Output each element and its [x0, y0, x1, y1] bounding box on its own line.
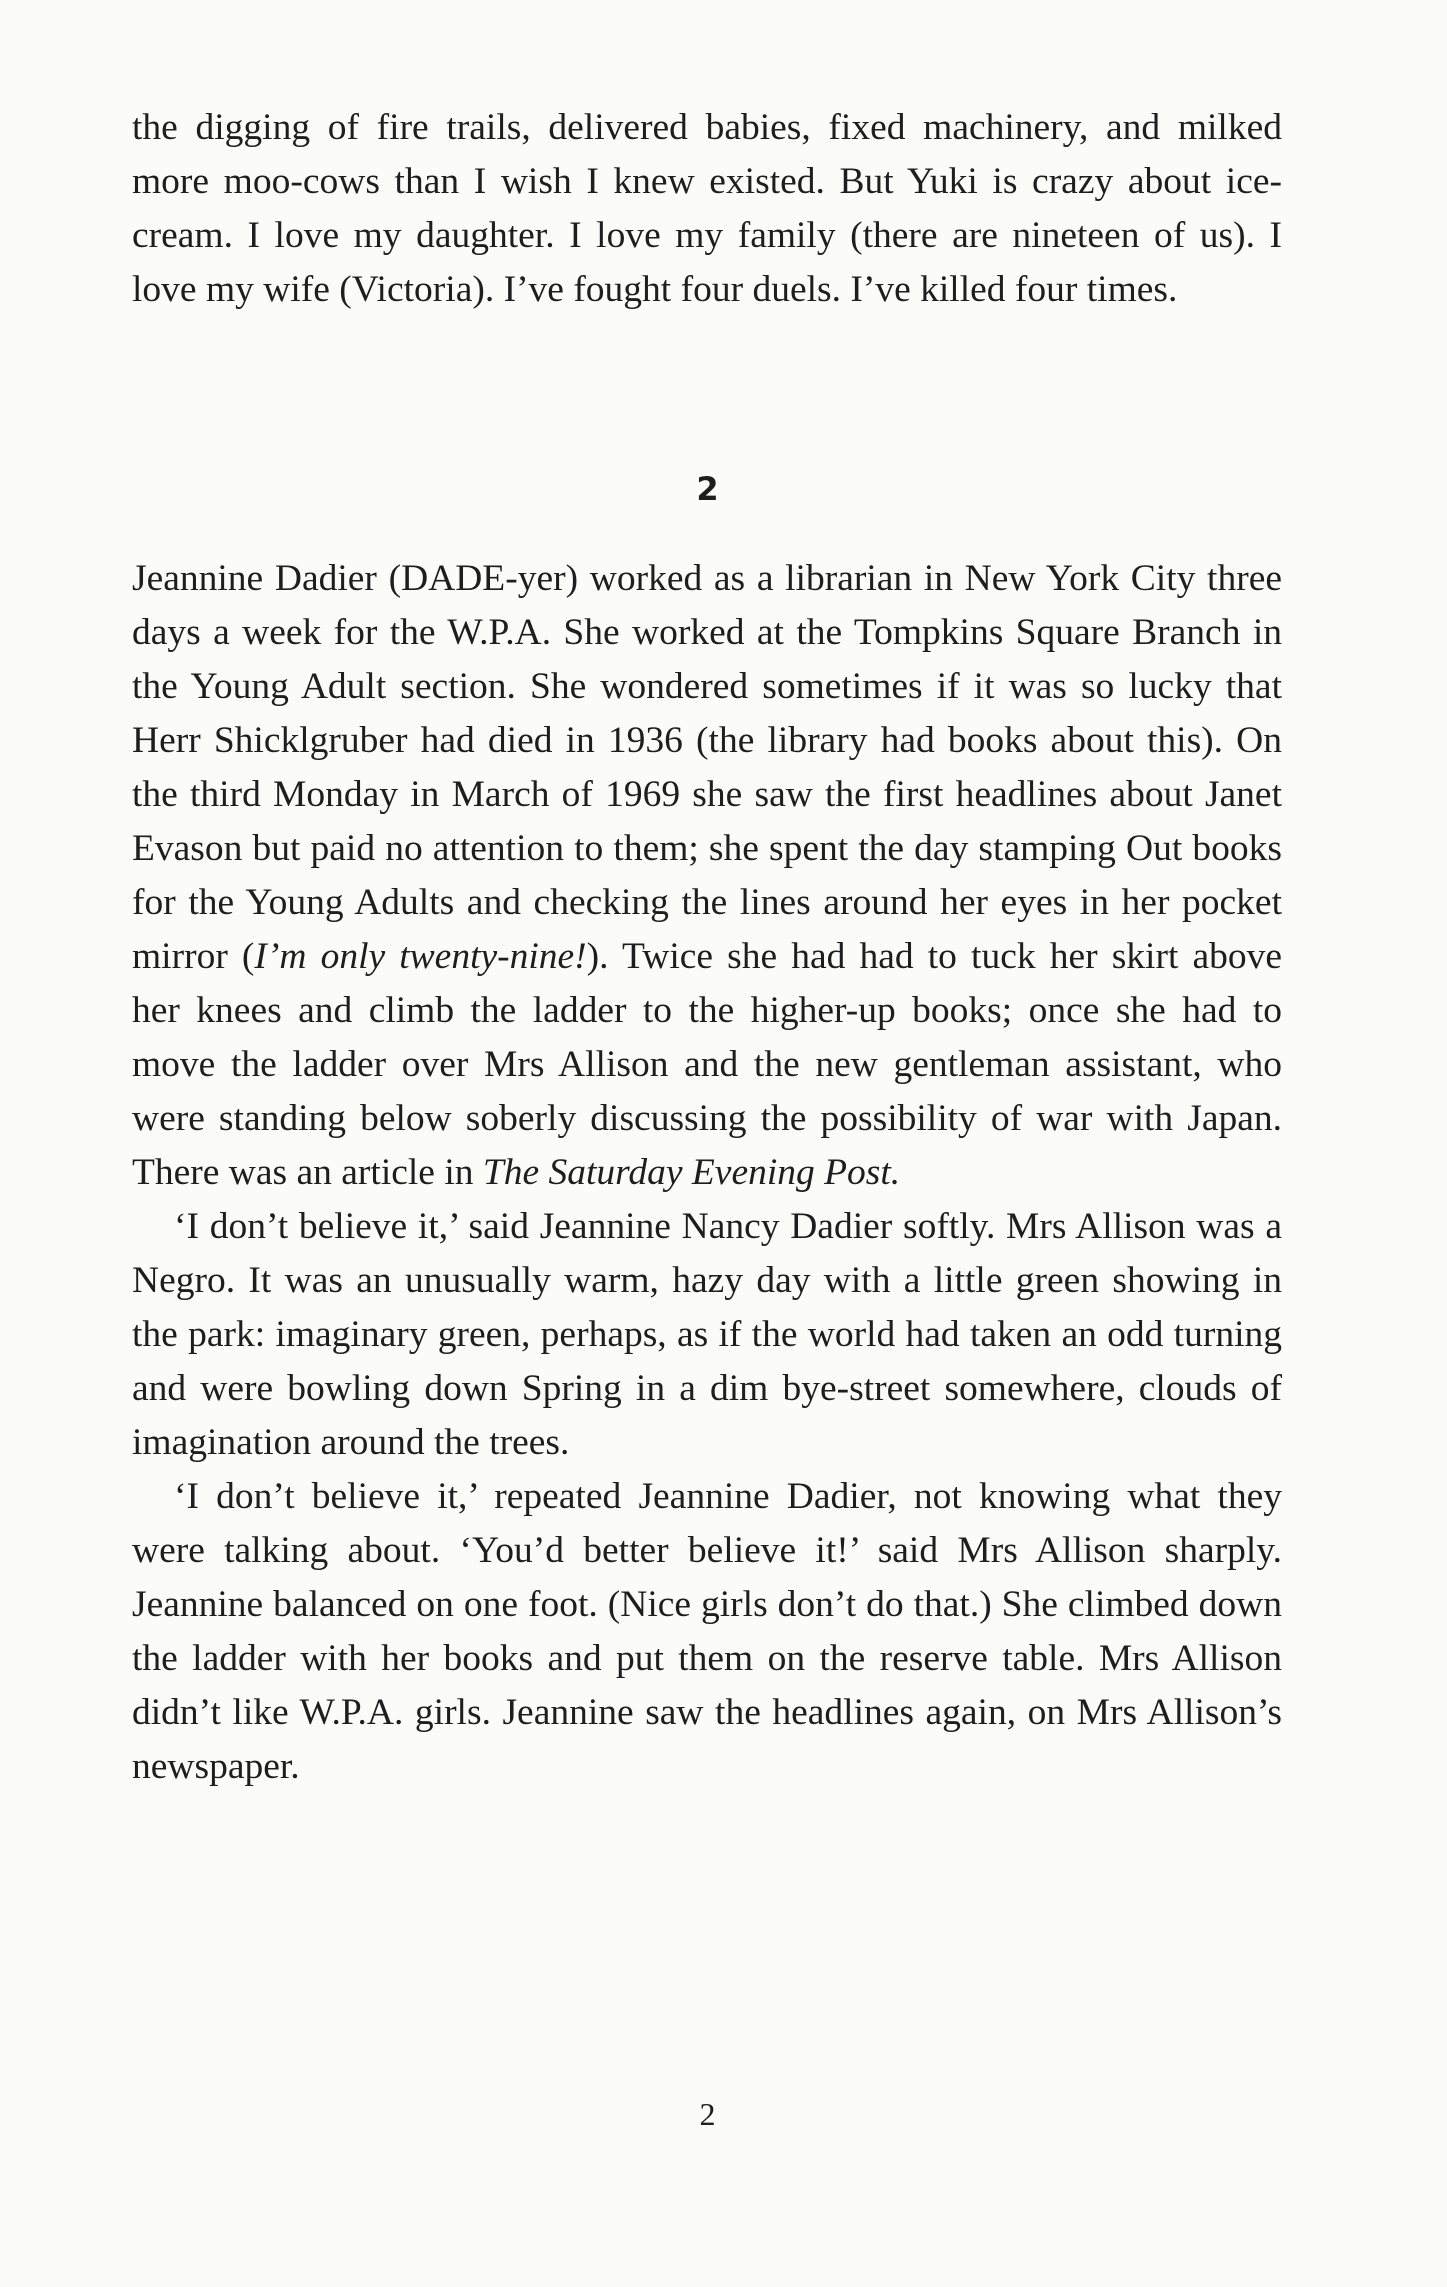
section-number: 2	[696, 470, 719, 508]
paragraph-1-italic-b: The Saturday Evening Post.	[482, 1152, 901, 1193]
paragraph-1-text-b: ). Twice she had had to tuck her skirt above her knees and climb the ladder to the higher-up books; once she had to move the ladder over Mrs Allison and the new gentleman assistant, who were standing below soberly discussing the possibility of war with Japan. There was an article in	[132, 936, 1283, 1193]
paragraph-2: ‘I don’t believe it,’ said Jeannine Nancy Dadier softly. Mrs Allison was a Negro. It was an unusually warm, hazy day with a little green showing in the park: imaginary green, perhaps, as if the world had taken an odd turning and were bowling down Spring in a dim bye-street somewhere, clouds of imagination around the trees.	[132, 1206, 1282, 1463]
paragraph-1-italic-a: I’m only twenty-nine!	[254, 936, 587, 977]
page-number: 2	[699, 2096, 716, 2132]
paragraph-3: ‘I don’t believe it,’ repeated Jeannine Dadier, not knowing what they were talking about. ‘You’d better believe it!’ said Mrs Allison sharply. Jeannine balanced on one foot. (Nice girls don’t do that.) She climbed down the ladder with her books and put them on the reserve table. Mrs Allison didn’t like W.P.A. girls. Jeannine saw the headlines again, on Mrs Allison’s newspaper.	[132, 1476, 1282, 1787]
section-body	[132, 552, 1282, 1794]
paragraph-1-text-a: Jeannine Dadier (DADE-yer) worked as a librarian in New York City three days a week for the W.P.A. She worked at the Tompkins Square Branch in the Young Adult section. She wondered sometimes if it was so lucky that Herr Shicklgruber had died in 1936 (the library had books about this). On the third Monday in March of 1969 she saw the first headlines about Janet Evason but paid no attention to them; she spent the day stamping Out books for the Young Adults and checking the lines around her eyes in her pocket mirror (	[132, 558, 1282, 977]
paragraph-1	[132, 552, 1282, 1200]
opening-paragraph-block	[132, 101, 1282, 317]
opening-paragraph: the digging of fire trails, delivered babies, fixed machinery, and milked more moo-cows than I wish I knew existed. But Yuki is crazy about ice-cream. I love my daughter. I love my family (there are nineteen of us). I love my wife (Victoria). I’ve fought four duels. I’ve killed four times.	[132, 107, 1282, 310]
